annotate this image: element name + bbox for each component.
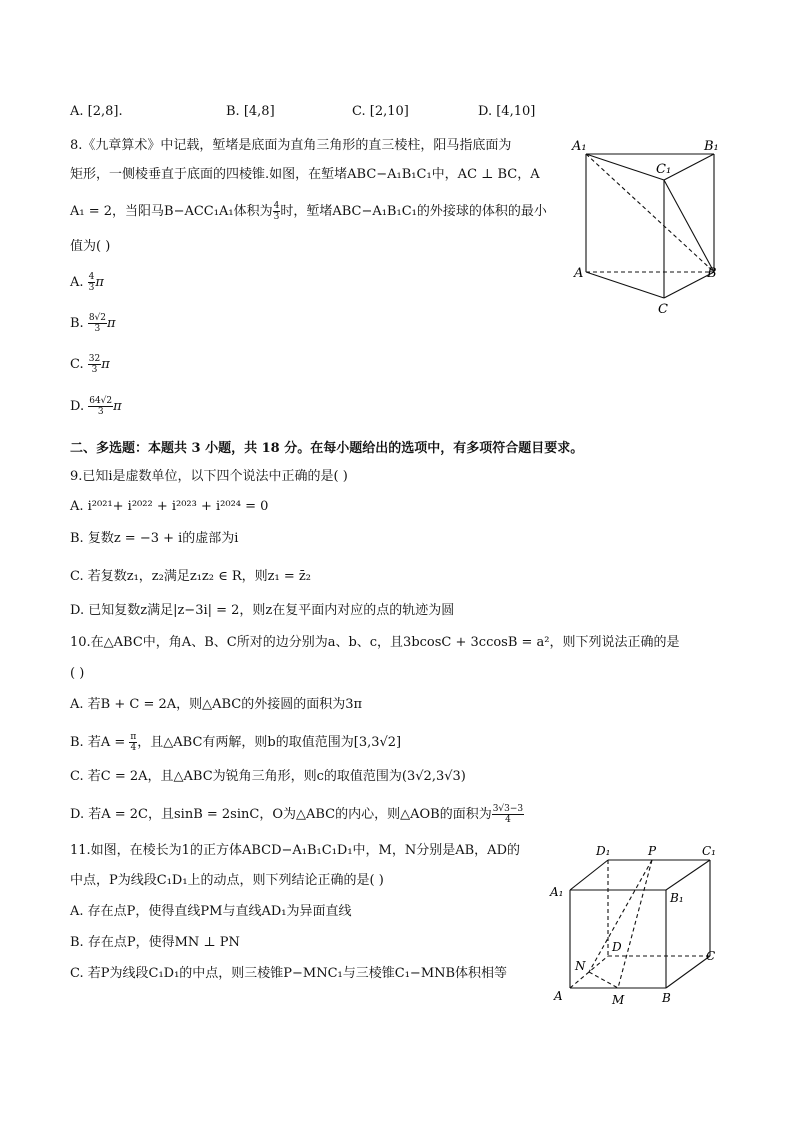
q8-line3-post: 时，堑堵ABC−A₁B₁C₁的外接球的体积的最小 — [280, 204, 547, 219]
q8-option-c — [70, 354, 110, 375]
q9-option-c: C. 若复数z₁，z₂满足z₁z₂ ∈ R，则z₁ = z̄₂ — [70, 569, 311, 584]
q10-option-b-num: π — [130, 732, 137, 742]
label-a1: A₁ — [550, 885, 564, 899]
q10-stem-line2: ( ) — [70, 666, 85, 681]
q8-option-a-den: 3 — [88, 283, 95, 293]
q8-volume-denominator: 3 — [273, 212, 280, 222]
edge-c1b1 — [664, 154, 714, 180]
edge-bc — [666, 956, 710, 988]
segment-pm-hidden — [618, 860, 652, 988]
label-c: C — [658, 302, 668, 317]
q8-stem-line4: 值为( ) — [70, 239, 111, 254]
q7-option-d: D. [4,10] — [478, 104, 536, 119]
q10-option-a: A. 若B + C = 2A，则△ABC的外接圆的面积为3π — [70, 697, 363, 712]
label-a: A — [574, 266, 584, 281]
q10-option-d-num: 3√3−3 — [492, 804, 524, 814]
q8-prism-figure — [568, 136, 728, 320]
edge-c1b — [664, 180, 714, 272]
q8-option-b-label: B. — [70, 316, 84, 331]
q11-option-b: B. 存在点P，使得MN ⊥ PN — [70, 935, 240, 950]
edge-ac — [586, 272, 664, 298]
q7-option-b: B. [4,8] — [226, 104, 275, 119]
q8-option-d-pi: π — [113, 399, 122, 414]
q8-option-d — [70, 396, 122, 417]
q10-option-d-den: 4 — [505, 815, 511, 825]
q11-stem-line1: 11.如图，在棱长为1的正方体ABCD−A₁B₁C₁D₁中，M，N分别是AB，AD的 — [70, 843, 520, 858]
q8-volume-numerator: 4 — [273, 201, 280, 211]
q8-line3-pre: A₁ = 2，当阳马B−ACC₁A₁体积为 — [70, 204, 273, 219]
label-b: B — [662, 991, 671, 1005]
label-d: D — [612, 940, 622, 954]
edge-a1d1 — [570, 860, 608, 890]
label-c: C — [706, 949, 716, 963]
q11-option-c: C. 若P为线段C₁D₁的中点，则三棱锥P−MNC₁与三棱锥C₁−MNB体积相等 — [70, 966, 508, 981]
label-c1: C₁ — [656, 162, 672, 177]
q10-option-b — [70, 732, 401, 753]
q8-option-a-num: 4 — [88, 272, 95, 282]
label-p: P — [648, 844, 657, 858]
label-a: A — [554, 989, 563, 1003]
edge-a1b-hidden — [586, 154, 714, 272]
q9-option-b: B. 复数z = −3 + i的虚部为i — [70, 531, 239, 546]
q9-option-d: D. 已知复数z满足|z−3i| = 2，则z在复平面内对应的点的轨迹为圆 — [70, 603, 455, 618]
q7-option-a: A. [2,8]. — [70, 104, 123, 119]
q8-stem-line2: 矩形，一侧棱垂直于底面的四棱锥.如图，在堑堵ABC−A₁B₁C₁中，AC ⊥ BC，A — [70, 167, 540, 182]
q8-option-b-den: 3 — [94, 324, 101, 334]
q9-stem: 9.已知i是虚数单位，以下四个说法中正确的是( ) — [70, 469, 348, 484]
q8-option-c-fraction — [88, 354, 101, 375]
edge-b1c1 — [666, 860, 710, 890]
q10-stem-line1: 10.在△ABC中，角A、B、C所对的边分别为a、b、c，且3bcosC + 3ccosB = a²，则下列说法正确的是 — [70, 635, 680, 650]
label-b1: B₁ — [704, 139, 719, 154]
label-m: M — [612, 993, 625, 1007]
q11-stem-line2: 中点，P为线段C₁D₁上的动点，则下列结论正确的是( ) — [70, 873, 384, 888]
section-2-heading: 二、多选题：本题共 3 小题，共 18 分。在每小题给出的选项中，有多项符合题目要求。 — [70, 441, 584, 456]
q8-option-b — [70, 313, 116, 334]
q8-option-c-pi: π — [101, 357, 110, 372]
q8-option-b-num: 8√2 — [88, 313, 107, 323]
label-c1: C₁ — [702, 844, 716, 858]
q8-option-a — [70, 272, 104, 293]
q11-option-a: A. 存在点P，使得直线PM与直线AD₁为异面直线 — [70, 904, 352, 919]
label-b1: B₁ — [670, 891, 684, 905]
segment-pn-hidden — [589, 860, 652, 972]
q7-option-c: C. [2,10] — [352, 104, 409, 119]
q10-option-c: C. 若C = 2A，且△ABC为锐角三角形，则c的取值范围为(3√2,3√3) — [70, 769, 466, 784]
q10-option-d-pre: D. 若A = 2C，且sinB = 2sinC，O为△ABC的内心，则△AOB的面积为 — [70, 807, 492, 822]
edge-a1c1 — [586, 154, 664, 180]
label-d1: D₁ — [596, 844, 611, 858]
segment-mn-hidden — [589, 972, 618, 988]
q10-option-b-post: ，且△ABC有两解，则b的取值范围为[3,3√2] — [137, 735, 402, 750]
label-a1: A₁ — [572, 139, 587, 154]
q8-option-d-label: D. — [70, 399, 85, 414]
q8-option-a-pi: π — [95, 275, 104, 290]
q10-option-d-fraction — [492, 804, 524, 825]
q8-option-b-pi: π — [107, 316, 116, 331]
q8-option-d-fraction — [88, 396, 113, 417]
q10-option-b-den: 4 — [130, 743, 137, 753]
q10-option-b-pre: B. 若A = — [70, 735, 126, 750]
q8-option-c-num: 32 — [88, 354, 101, 364]
q9-option-a: A. i²⁰²¹+ i²⁰²² + i²⁰²³ + i²⁰²⁴ = 0 — [70, 499, 269, 514]
q8-option-c-den: 3 — [91, 365, 98, 375]
label-b: B — [707, 266, 717, 281]
q8-stem-line3 — [70, 201, 547, 222]
q8-option-a-label: A. — [70, 275, 84, 290]
label-n: N — [575, 959, 586, 973]
q8-stem-line1: 8.《九章算术》中记载，堑堵是底面为直角三角形的直三棱柱，阳马指底面为 — [70, 138, 512, 153]
q11-cube-figure — [546, 838, 726, 1010]
q8-option-d-den: 3 — [97, 407, 104, 417]
q8-option-c-label: C. — [70, 357, 84, 372]
q8-option-b-fraction — [88, 313, 107, 334]
q10-option-d — [70, 804, 524, 825]
q8-option-d-num: 64√2 — [89, 396, 113, 406]
